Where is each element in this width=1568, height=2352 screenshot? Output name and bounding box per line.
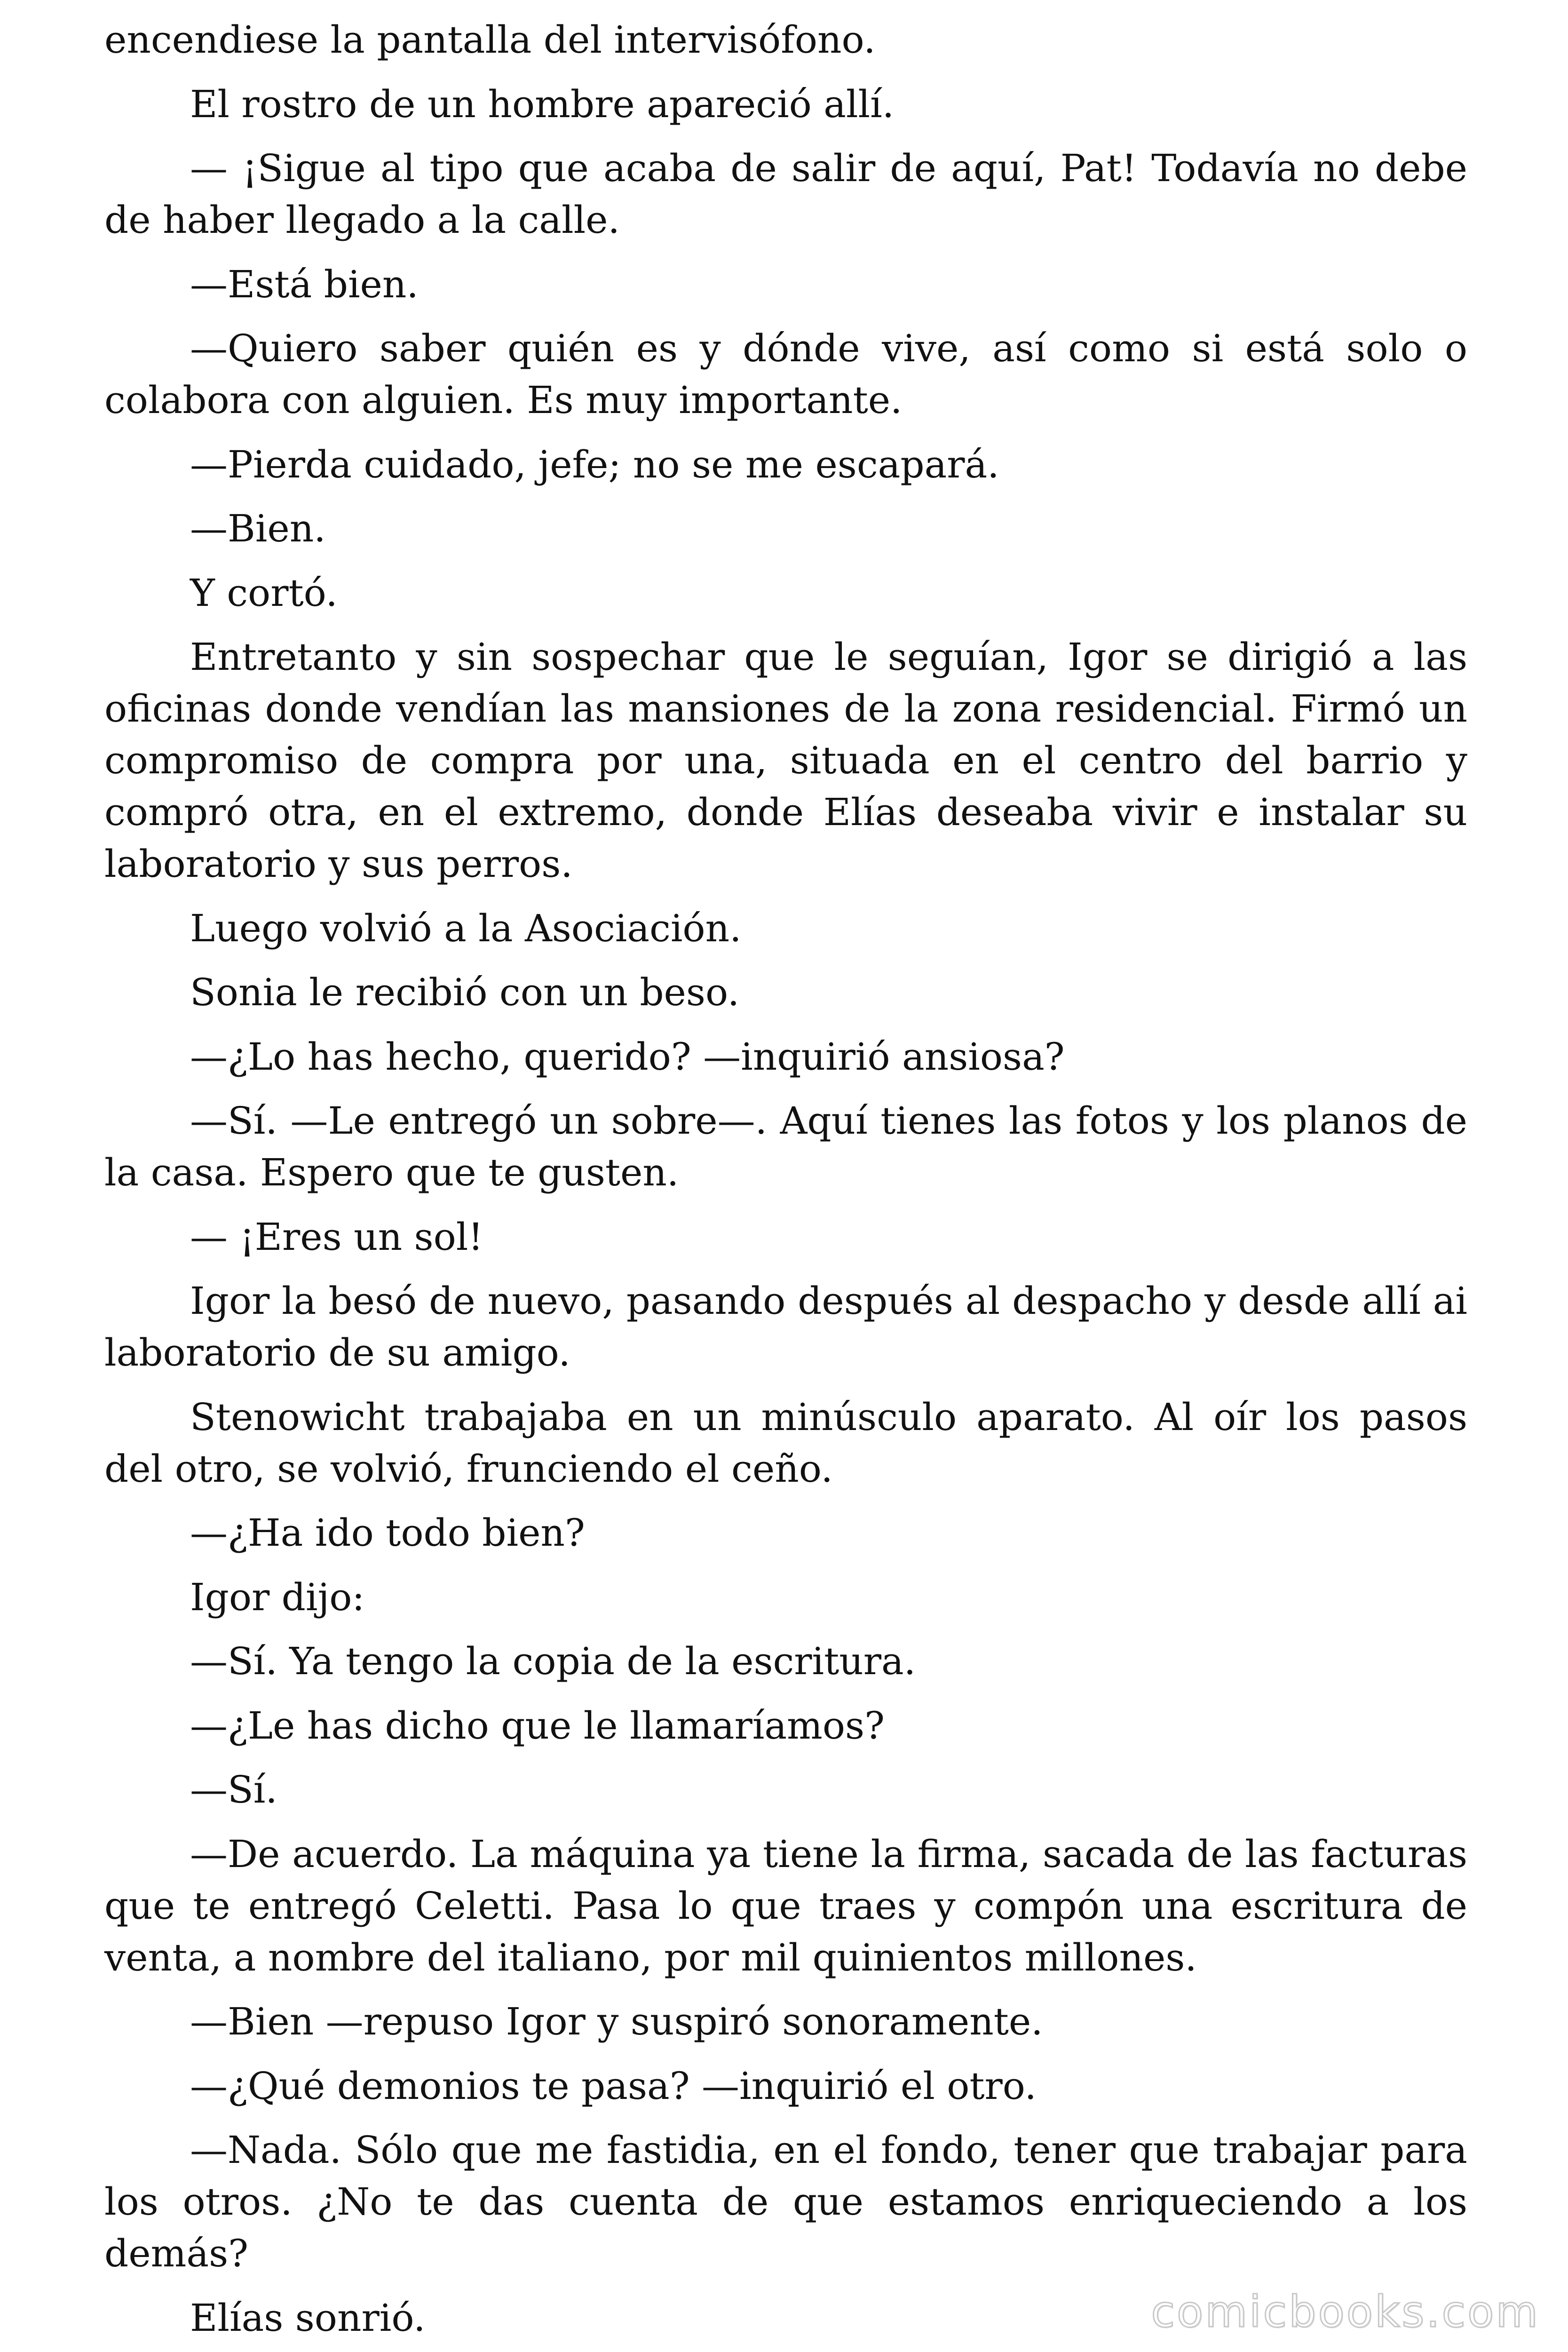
paragraph: —Sí. [190,1768,277,1812]
paragraph: —Bien —repuso Igor y suspiró sonoramente. [190,2000,1043,2043]
paragraph: —Sí. —Le entregó un sobre—. Aquí tienes las fotos y los planos de la casa. Espero que te gusten. [104,1099,1467,1194]
paragraph: —Está bien. [190,262,419,306]
paragraph: Luego volvió a la Asociación. [190,906,742,950]
paragraph: —¿Lo has hecho, querido? —inquirió ansiosa? [190,1034,1065,1079]
paragraph-continuation: encendiese la pantalla del intervisófono. [104,18,876,62]
paragraph: —¿Le has dicho que le llamaríamos? [190,1703,885,1748]
paragraph: Igor dijo: [190,1575,365,1619]
paragraph: —Quiero saber quién es y dónde vive, así como si está solo o colabora con alguien. Es muy importante. [104,326,1467,422]
paragraph: Entretanto y sin sospechar que le seguían, Igor se dirigió a las oficinas donde vendían las mansiones de la zona residencial. Firmó un compromiso de compra por una, situada en el centro del barrio y compró otra, en el extremo, donde Elías deseaba vivir e instalar su laboratorio y sus perros. [104,635,1467,886]
paragraph: —De acuerdo. La máquina ya tiene la firma, sacada de las facturas que te entregó Celetti. Pasa lo que traes y compón una escritura de venta, a nombre del italiano, por mil quinientos millones. [104,1832,1467,1979]
paragraph: —Pierda cuidado, jefe; no se me escapará. [190,442,999,486]
paragraph: —Sí. Ya tengo la copia de la escritura. [190,1639,916,1683]
watermark-logo: comicbooks.com [1151,2287,1540,2337]
paragraph: Elías sonrió. [190,2296,426,2340]
paragraph: —Bien. [190,507,326,550]
paragraph: Y cortó. [190,571,338,615]
paragraph: Stenowicht trabajaba en un minúsculo aparato. Al oír los pasos del otro, se volvió, frunciendo el ceño. [104,1395,1467,1491]
paragraph: —¿Ha ido todo bien? [190,1511,585,1555]
paragraph: Sonia le recibió con un beso. [190,970,740,1014]
paragraph: — ¡Sigue al tipo que acaba de salir de aquí, Pat! Todavía no debe de haber llegado a la calle. [104,146,1467,242]
paragraph: Igor la besó de nuevo, pasando después al despacho y desde allí ai laboratorio de su amigo. [104,1279,1467,1375]
paragraph: El rostro de un hombre apareció allí. [190,82,895,126]
paragraph: —¿Qué demonios te pasa? —inquirió el otro. [190,2064,1037,2108]
paragraph: —Nada. Sólo que me fastidia, en el fondo, tener que trabajar para los otros. ¿No te das cuenta de que estamos enriqueciendo a los demás? [104,2128,1467,2275]
book-page [104,14,1467,2352]
paragraph: — ¡Eres un sol! [190,1215,483,1259]
